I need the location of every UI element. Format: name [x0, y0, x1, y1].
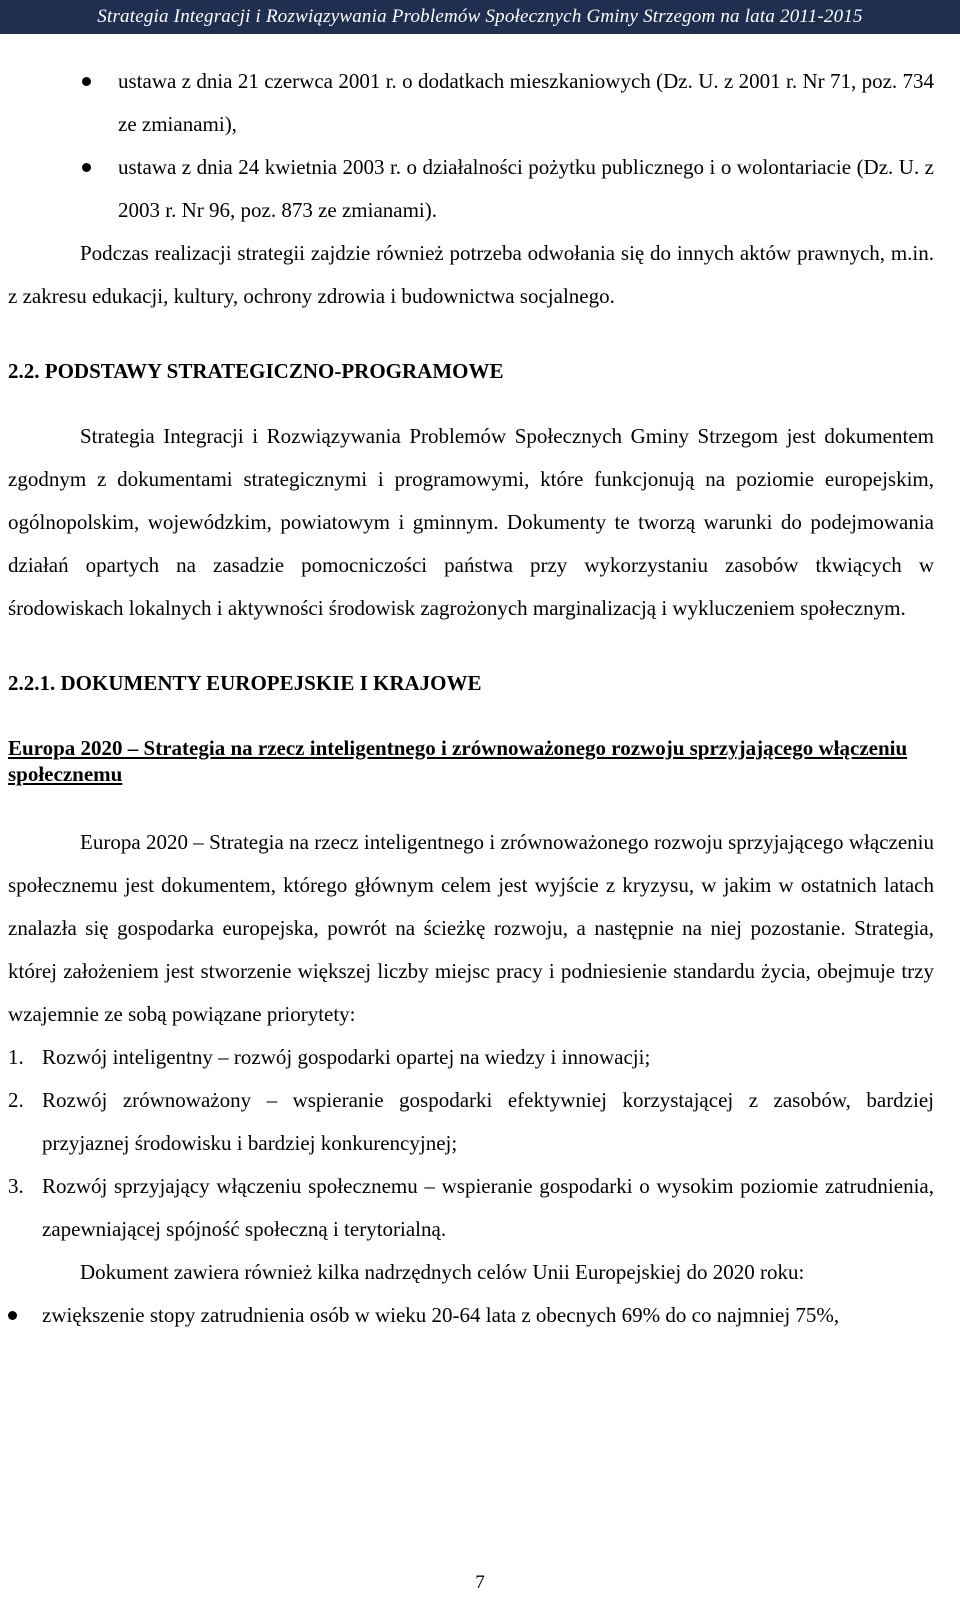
- document-title-heading: Europa 2020 – Strategia na rzecz inteligentnego i zrównoważonego rozwoju sprzyjającego włączeniu społecznemu: [8, 736, 908, 786]
- list-text: Rozwój inteligentny – rozwój gospodarki opartej na wiedzy i innowacji;: [42, 1045, 651, 1069]
- section-heading: 2.2. PODSTAWY STRATEGICZNO-PROGRAMOWE: [8, 359, 504, 383]
- list-text: Rozwój zrównoważony – wspieranie gospodarki efektywniej korzystającej z zasobów, bardziej przyjaznej środowisku i bardziej konkurencyjnej;: [42, 1088, 934, 1155]
- list-item: ustawa z dnia 21 czerwca 2001 r. o dodatkach mieszkaniowych (Dz. U. z 2001 r. Nr 71, poz. 734 ze zmianami),: [8, 60, 934, 146]
- list-item: [8, 1079, 934, 1165]
- list-text: Rozwój sprzyjający włączeniu społecznemu – wspieranie gospodarki o wysokim poziomie zatrudnienia, zapewniającej spójność społeczną i terytorialną.: [42, 1174, 934, 1241]
- list-number: 2.: [8, 1088, 24, 1112]
- list-number: 3.: [8, 1174, 24, 1198]
- list-item: [8, 1165, 934, 1251]
- list-item: zwiększenie stopy zatrudnienia osób w wieku 20-64 lata z obecnych 69% do co najmniej 75%,: [8, 1294, 934, 1337]
- list-item: [8, 1036, 934, 1079]
- list-item: ustawa z dnia 24 kwietnia 2003 r. o działalności pożytku publicznego i o wolontariacie (Dz. U. z 2003 r. Nr 96, poz. 873 ze zmianami).: [8, 146, 934, 232]
- list-number: 1.: [8, 1045, 24, 1069]
- section-paragraph: Strategia Integracji i Rozwiązywania Problemów Społecznych Gminy Strzegom jest dokumentem zgodnym z dokumentami strategicznymi i programowymi, które funkcjonują na poziomie europejskim, ogólnopolskim, wojewódzkim, powiatowym i gminnym. Dokumenty te tworzą warunki do podejmowania działań opartych na zasadzie pomocniczości państwa przy wykorzystaniu zasobów tkwiących w środowiskach lokalnych i aktywności środowisk zagrożonych marginalizacją i wykluczeniem społecznym.: [8, 424, 934, 620]
- priorities-list: [8, 1036, 934, 1251]
- goals-list: [8, 1294, 934, 1337]
- running-header: [0, 0, 960, 34]
- running-header-title: Strategia Integracji i Rozwiązywania Problemów Społecznych Gminy Strzegom na lata 2011-2015: [97, 6, 863, 27]
- intro-paragraph: Podczas realizacji strategii zajdzie również potrzeba odwołania się do innych aktów prawnych, m.in. z zakresu edukacji, kultury, ochrony zdrowia i budownictwa socjalnego.: [8, 241, 934, 308]
- document-paragraph: Europa 2020 – Strategia na rzecz inteligentnego i zrównoważonego rozwoju sprzyjającego włączeniu społecznemu jest dokumentem, którego głównym celem jest wyjście z kryzysu, w jakim w ostatnich latach znalazła się gospodarka europejska, powrót na ścieżkę rozwoju, a następnie na niej pozostanie. Strategia, której założeniem jest stworzenie większej liczby miejsc pracy i podniesienie standardu życia, obejmuje trzy wzajemnie ze sobą powiązane priorytety:: [8, 830, 934, 1026]
- goals-intro: Dokument zawiera również kilka nadrzędnych celów Unii Europejskiej do 2020 roku:: [80, 1260, 805, 1284]
- subsection-heading: 2.2.1. DOKUMENTY EUROPEJSKIE I KRAJOWE: [8, 671, 482, 695]
- page-number: 7: [475, 1572, 485, 1593]
- page-body: [8, 60, 934, 1337]
- intro-bullet-list: [8, 60, 934, 232]
